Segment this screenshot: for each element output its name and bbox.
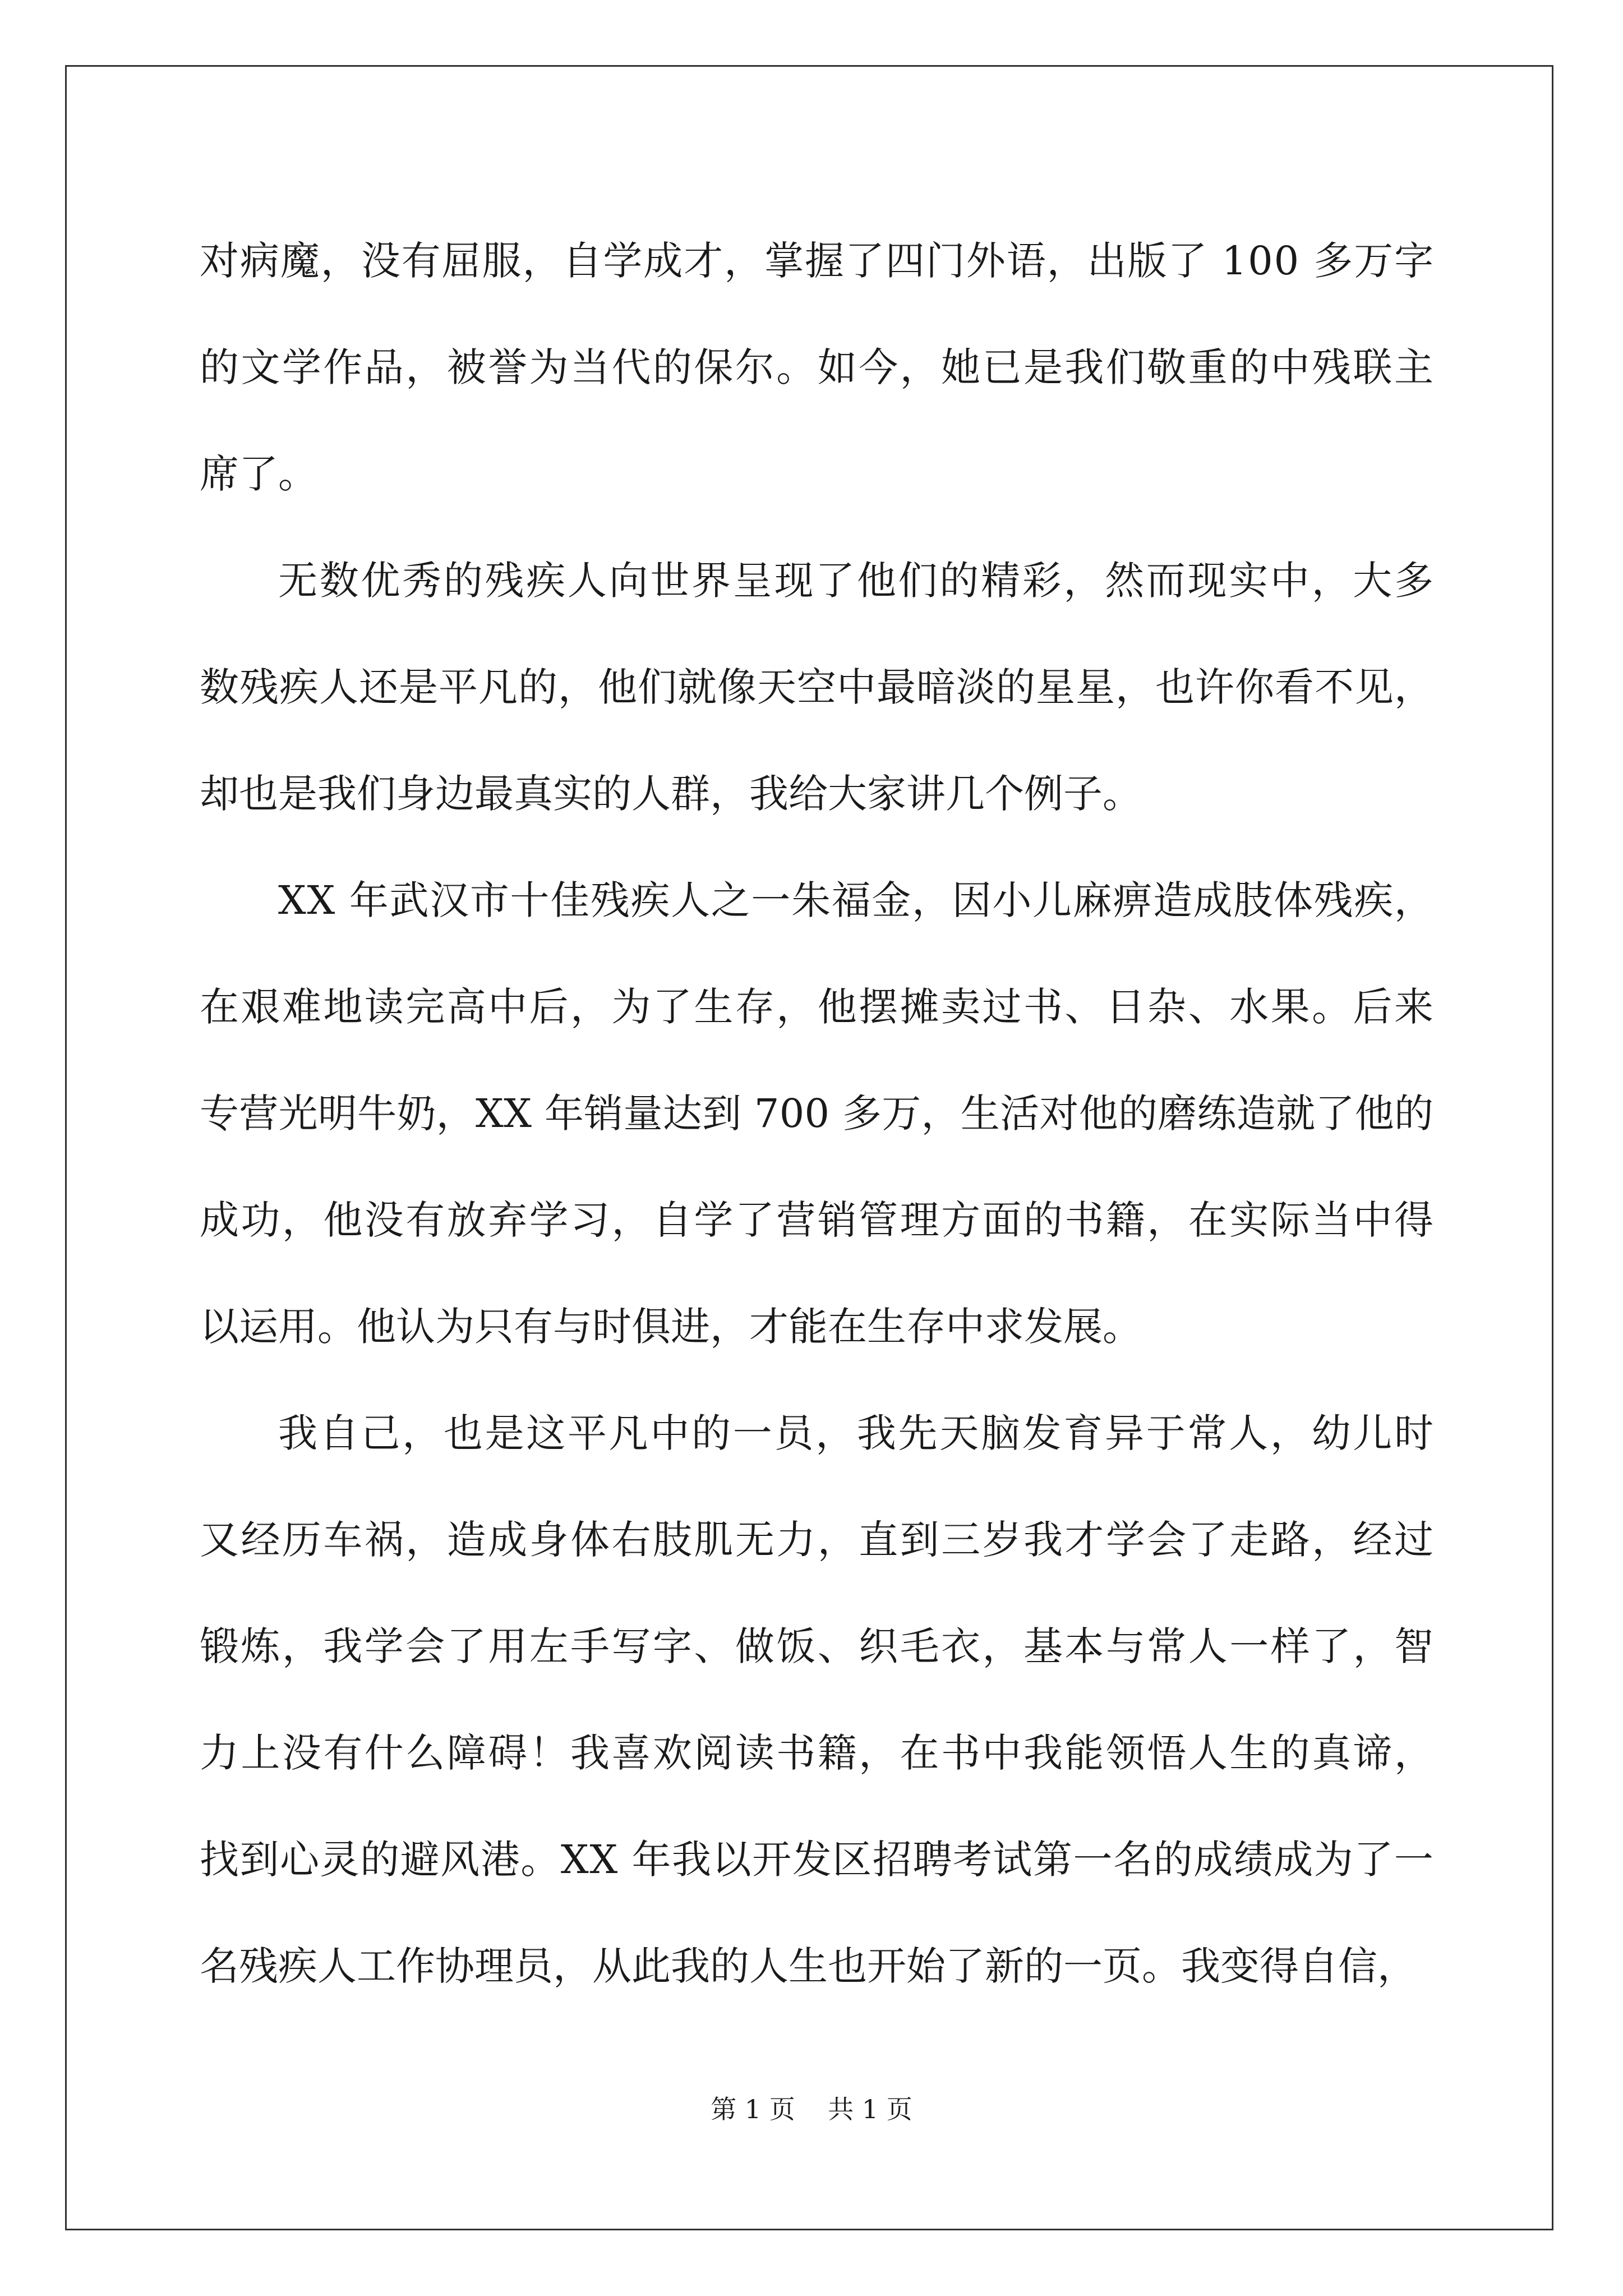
text-line: 以运用。他认为只有与时俱进，才能在生存中求发展。 [200, 1304, 1142, 1350]
text-line: 数残疾人还是平凡的，他们就像天空中最暗淡的星星，也许你看不见， [200, 664, 1434, 710]
text-line: 却也是我们身边最真实的人群，我给大家讲几个例子。 [200, 771, 1142, 817]
text-line: 成功，他没有放弃学习，自学了营销管理方面的书籍，在实际当中得 [200, 1197, 1436, 1243]
text-line: XX 年武汉市十佳残疾人之一朱福金，因小儿麻痹造成肢体残疾， [278, 877, 1435, 923]
document-body [200, 208, 1436, 2019]
text-line: 在艰难地读完高中后，为了生存，他摆摊卖过书、日杂、水果。后来 [200, 984, 1436, 1030]
text-line: 名残疾人工作协理员，从此我的人生也开始了新的一页。我变得自信， [200, 1943, 1417, 1989]
text-line: 无数优秀的残疾人向世界呈现了他们的精彩，然而现实中，大多 [278, 558, 1436, 604]
text-line: 锻炼，我学会了用左手写字、做饭、织毛衣，基本与常人一样了，智 [200, 1623, 1436, 1669]
text-line: 找到心灵的避风港。XX 年我以开发区招聘考试第一名的成绩成为了一 [200, 1837, 1435, 1883]
text-line: 我自己，也是这平凡中的一员，我先天脑发育异于常人，幼儿时 [278, 1410, 1436, 1456]
text-line: 对病魔，没有屈服，自学成才，掌握了四门外语，出版了 100 多万字 [200, 238, 1435, 284]
text-line: 专营光明牛奶，XX 年销量达到 700 多万，生活对他的磨练造就了他的 [200, 1091, 1434, 1137]
text-line: 力上没有什么障碍！我喜欢阅读书籍，在书中我能领悟人生的真谛， [200, 1730, 1436, 1776]
text-line: 又经历车祸，造成身体右肢肌无力，直到三岁我才学会了走路，经过 [200, 1517, 1436, 1563]
text-line: 席了。 [200, 451, 317, 497]
page-footer: 第 1 页 共 1 页 [711, 2094, 912, 2124]
text-line: 的文学作品，被誉为当代的保尔。如今，她已是我们敬重的中残联主 [200, 344, 1436, 390]
